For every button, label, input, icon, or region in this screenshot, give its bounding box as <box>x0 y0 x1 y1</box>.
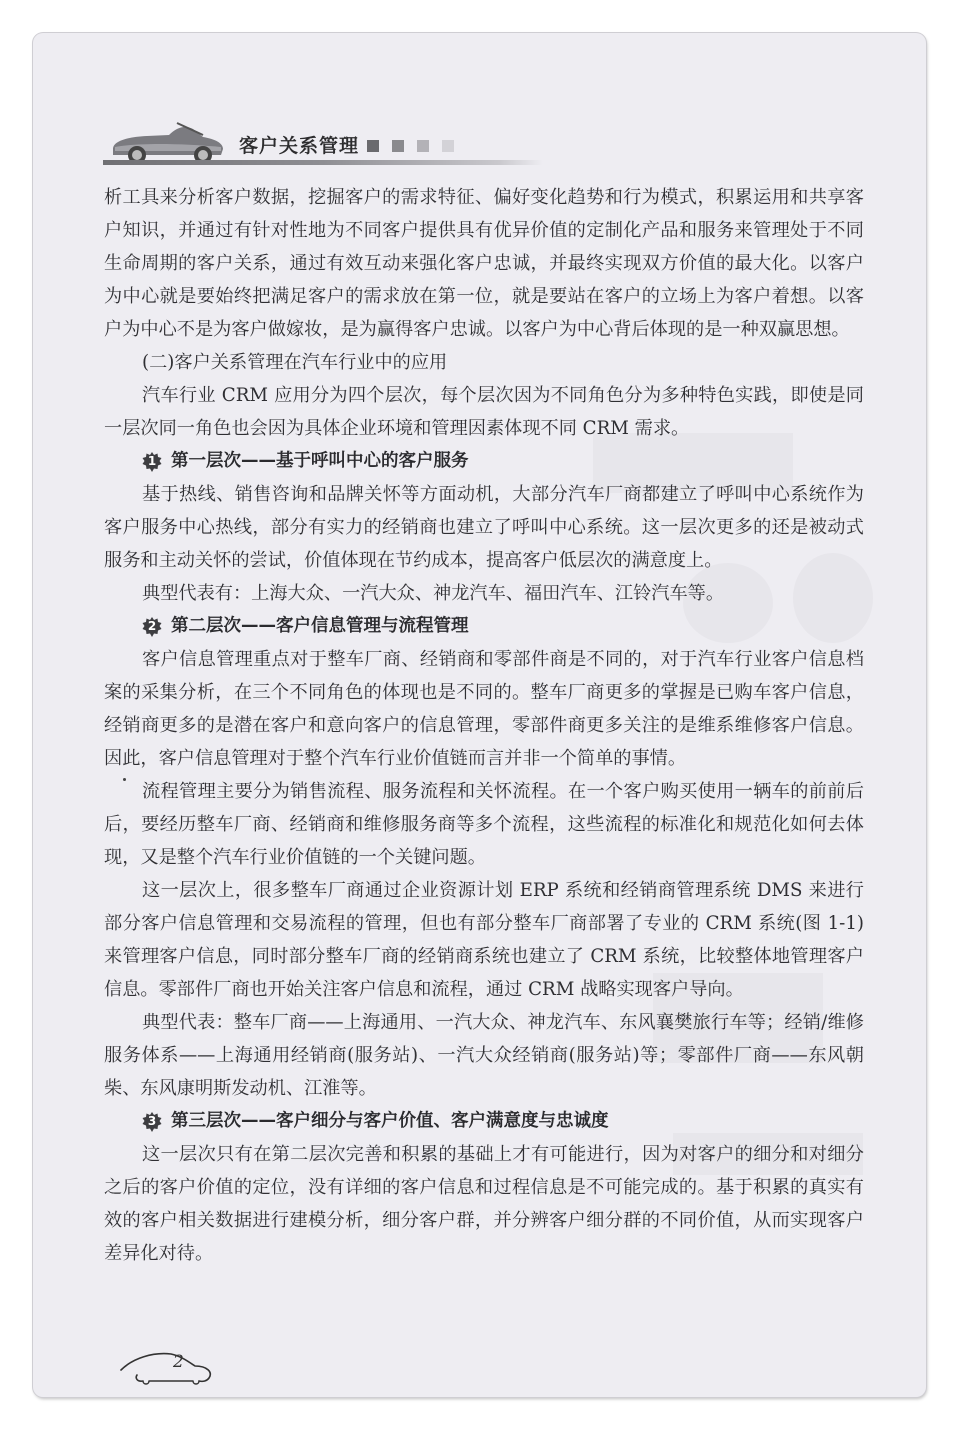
number-badge-icon: 1 <box>142 452 162 472</box>
page-number: 2 <box>173 1352 184 1372</box>
body-text <box>104 181 864 1270</box>
paragraph: 析工具来分析客户数据，挖掘客户的需求特征、偏好变化趋势和行为模式，积累运用和共享客户知识，并通过有针对性地为不同客户提供具有优异价值的定制化产品和服务来管理处于不同生命周期的客户关系，通过有效互动来强化客户忠诚，并最终实现双方价值的最大化。以客户为中心就是要始终把满足客户的需求放在第一位，就是要站在客户的立场上为客户着想。以客户为中心不是为客户做嫁妆，是为赢得客户忠诚。以客户为中心背后体现的是一种双赢思想。 <box>104 187 864 340</box>
paragraph: 流程管理主要分为销售流程、服务流程和关怀流程。在一个客户购买使用一辆车的前前后后，要经历整车厂商、经销商和维修服务商等多个流程，这些流程的标准化和规范化如何去体现，又是整个汽车行业价值链的一个关键问题。 <box>104 781 864 868</box>
level-heading-3 <box>104 1105 864 1138</box>
paragraph: 这一层次只有在第二层次完善和积累的基础上才有可能进行，因为对客户的细分和对细分之后的客户价值的定位，没有详细的客户信息和过程信息是不可能完成的。基于积累的真实有效的客户相关数据进行建模分析，细分客户群，并分辨客户细分群的不同价值，从而实现客户差异化对待。 <box>104 1144 864 1264</box>
paragraph: 典型代表：整车厂商——上海通用、一汽大众、神龙汽车、东风襄樊旅行车等；经销/维修服务体系——上海通用经销商(服务站)、一汽大众经销商(服务站)等；零部件厂商——东风朝柴、东风康明斯发动机、江淮等。 <box>104 1012 864 1099</box>
header-rule <box>103 160 543 165</box>
square-icon <box>367 140 379 152</box>
paragraph: 典型代表有：上海大众、一汽大众、神龙汽车、福田汽车、江铃汽车等。 <box>142 583 725 604</box>
paragraph: 客户信息管理重点对于整车厂商、经销商和零部件商是不同的，对于汽车行业客户信息档案的采集分析，在三个不同角色的体现也是不同的。整车厂商更多的掌握是已购车客户信息，经销商更多的是潜在客户和意向客户的信息管理，零部件商更多关注的是维系维修客户信息。因此，客户信息管理对于整个汽车行业价值链而言并非一个简单的事情。 <box>104 649 864 769</box>
section-title: (二)客户关系管理在汽车行业中的应用 <box>142 352 448 373</box>
number-badge-icon: 2 <box>142 617 162 637</box>
car-outline-icon <box>119 1348 219 1388</box>
paragraph: 汽车行业 CRM 应用分为四个层次，每个层次因为不同角色分为多种特色实践，即使是同一层次同一角色也会因为具体企业环境和管理因素体现不同 CRM 需求。 <box>104 385 864 439</box>
level-heading-1 <box>104 445 864 478</box>
square-icon <box>392 140 404 152</box>
heading-text: 第二层次——客户信息管理与流程管理 <box>171 616 469 636</box>
heading-text: 第一层次——基于呼叫中心的客户服务 <box>171 451 469 471</box>
square-icon <box>442 140 454 152</box>
decor-squares <box>367 140 454 152</box>
square-icon <box>417 140 429 152</box>
book-page <box>33 33 926 1397</box>
level-heading-2 <box>104 610 864 643</box>
page-header <box>103 115 523 175</box>
number-badge-icon: 3 <box>142 1112 162 1132</box>
heading-text: 第三层次——客户细分与客户价值、客户满意度与忠诚度 <box>171 1111 609 1131</box>
page-footer <box>133 1348 233 1388</box>
running-title: 客户关系管理 <box>239 135 360 157</box>
paragraph: 基于热线、销售咨询和品牌关怀等方面动机，大部分汽车厂商都建立了呼叫中心系统作为客户服务中心热线，部分有实力的经销商也建立了呼叫中心系统。这一层次更多的还是被动式服务和主动关怀的尝试，价值体现在节约成本，提高客户低层次的满意度上。 <box>104 484 864 571</box>
paragraph: 这一层次上，很多整车厂商通过企业资源计划 ERP 系统和经销商管理系统 DMS 来进行部分客户信息管理和交易流程的管理，但也有部分整车厂商部署了专业的 CRM 系统(图 1-1)来管理客户信息，同时部分整车厂商的经销商系统也建立了 CRM 系统，比较整体地管理客户信息。零部件厂商也开始关注客户信息和流程，通过 CRM 战略实现客户导向。 <box>104 880 864 1000</box>
convertible-car-icon <box>107 117 227 165</box>
